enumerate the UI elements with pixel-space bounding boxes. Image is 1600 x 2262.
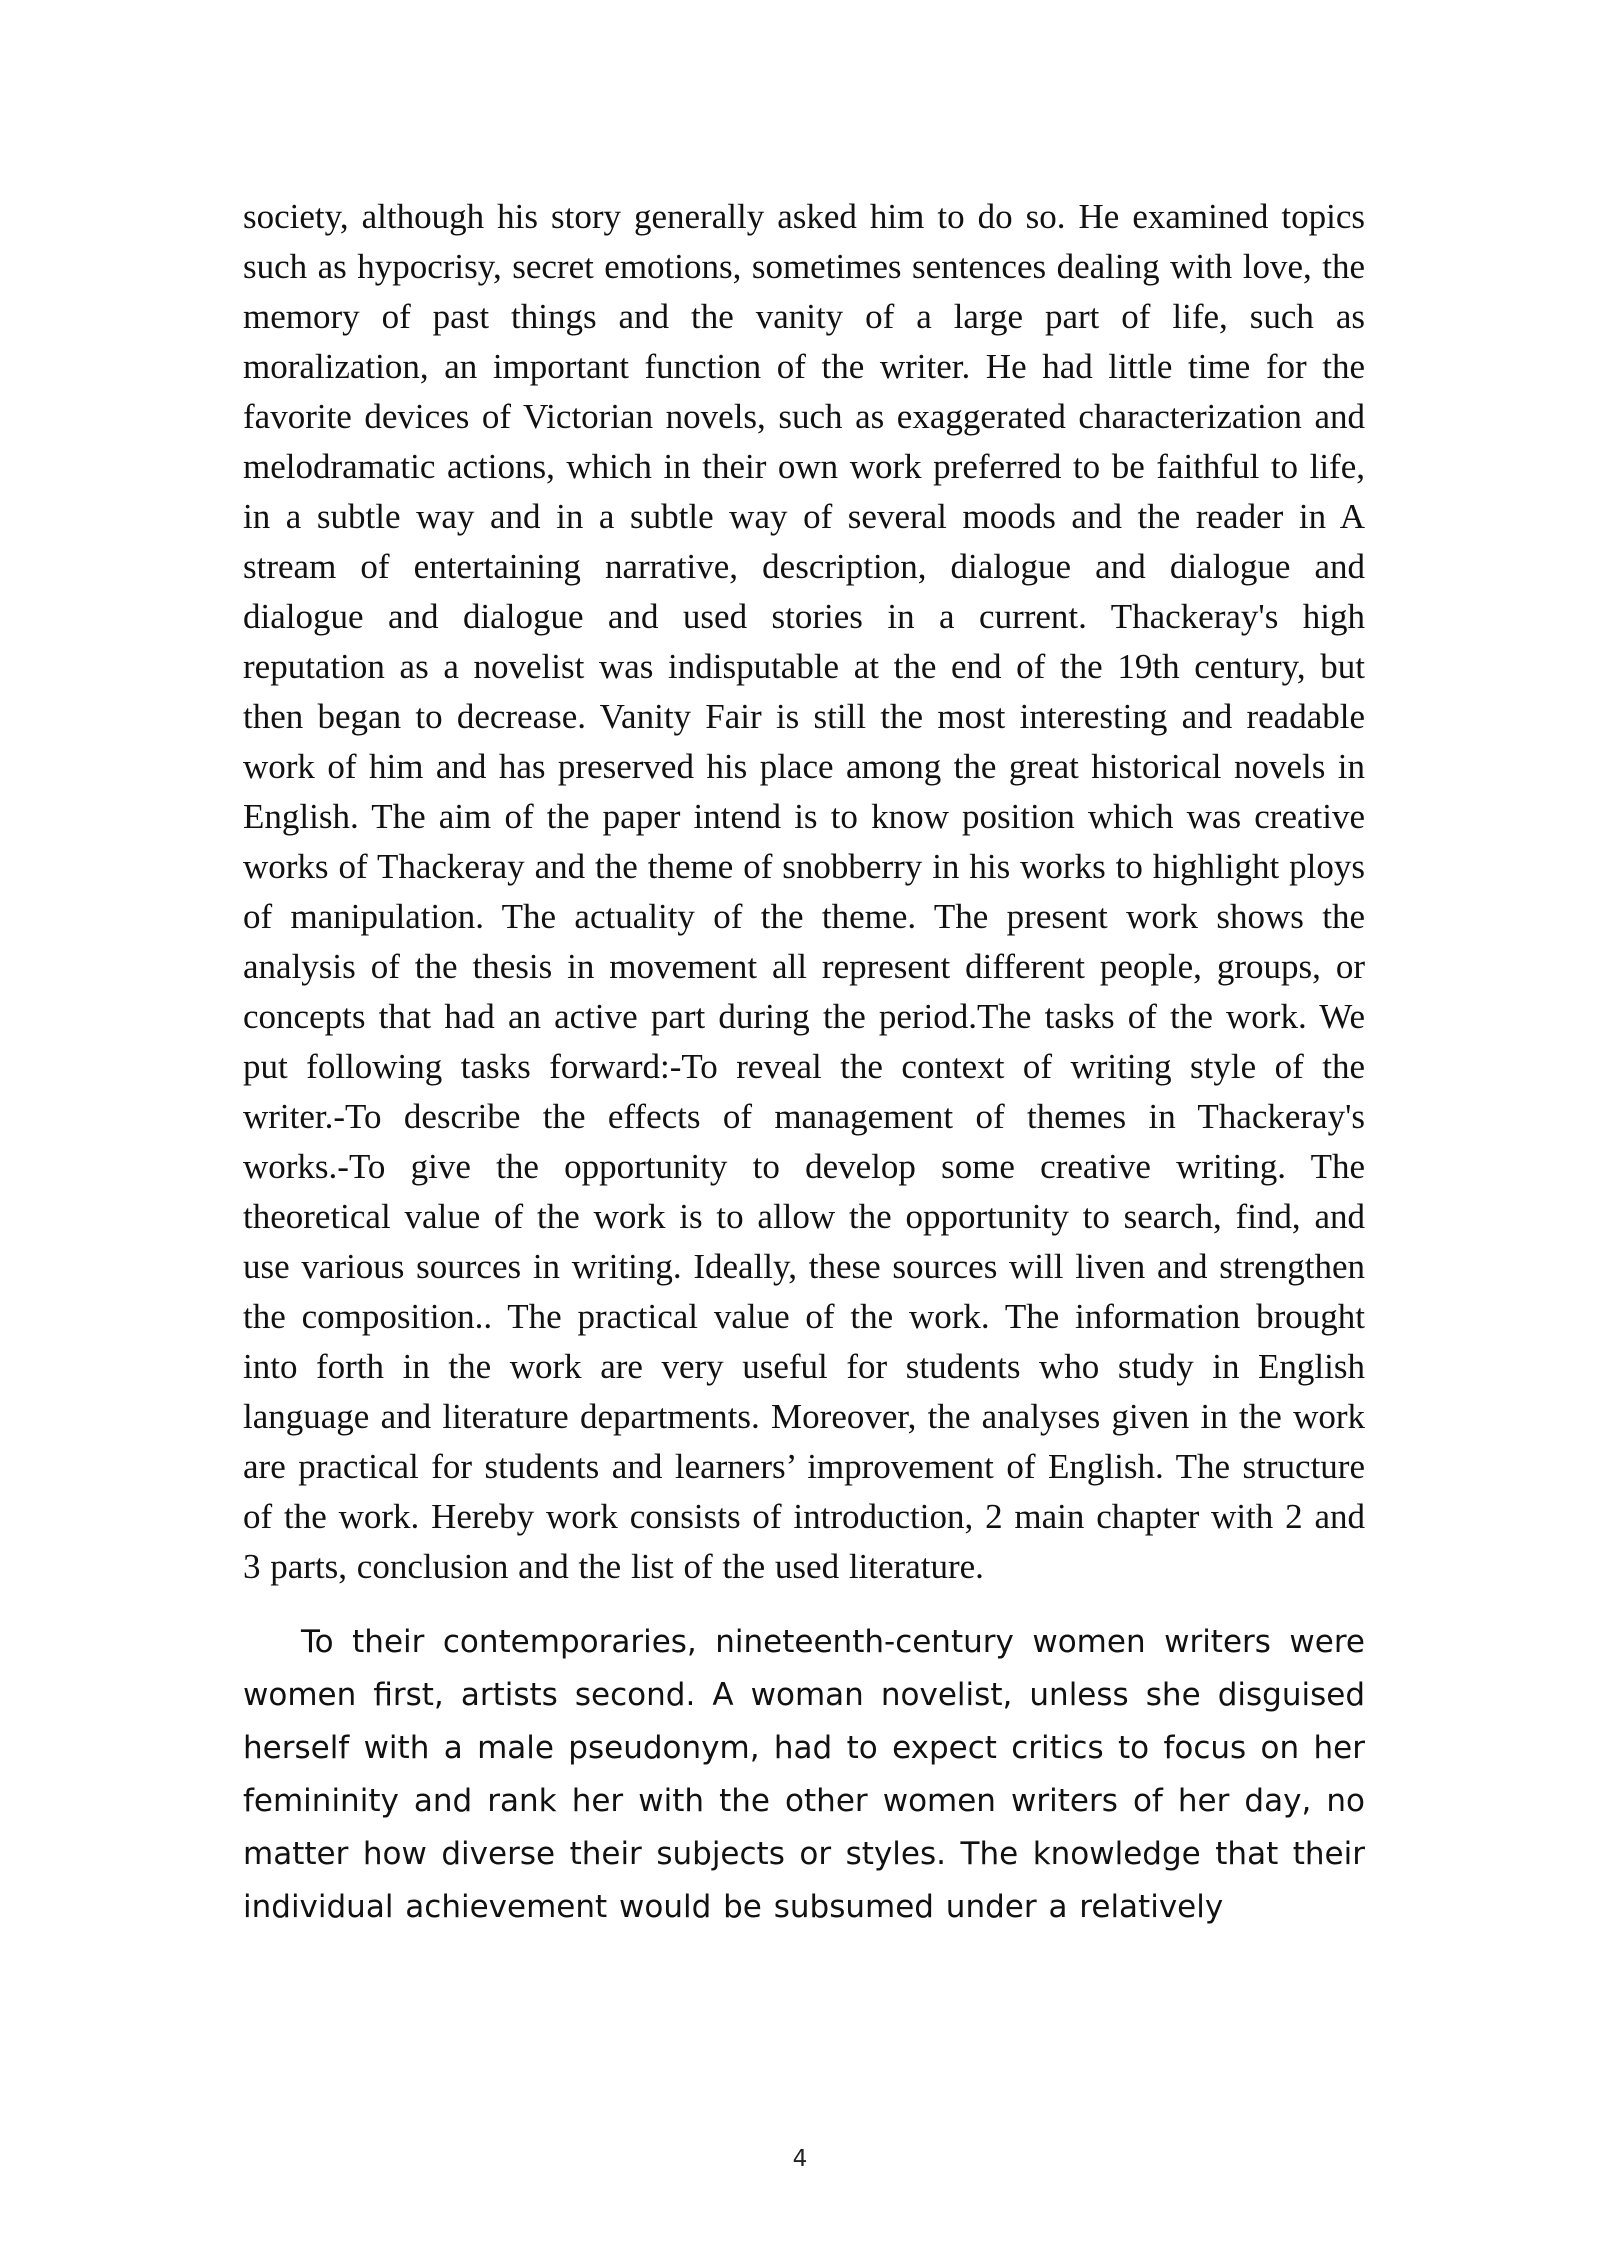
paragraph-thackeray: society, although his story generally asked him to do so. He examined topics such as hypocrisy, secret emotions, sometimes sentences dealing with love, the memory of past things and the vanity of a large part of life, such as moralization, an important function of the writer. He had little time for the favorite devices of Victorian novels, such as exaggerated characterization and melodramatic actions, which in their own work preferred to be faithful to life, in a subtle way and in a subtle way of several moods and the reader in A stream of entertaining narrative, description, dialogue and dialogue and dialogue and dialogue and used stories in a current. Thackeray's high reputation as a novelist was indisputable at the end of the 19th century, but then began to decrease. Vanity Fair is still the most interesting and readable work of him and has preserved his place among the great historical novels in English. The aim of the paper intend is to know position which was creative works of Thackeray and the theme of snobberry in his works to highlight ploys of manipulation. The actuality of the theme. The present work shows the analysis of the thesis in movement all represent different people, groups, or concepts that had an active part during the period.The tasks of the work. We put following tasks forward:-To reveal the context of writing style of the writer.-To describe the effects of management of themes in Thackeray's works.-To give the opportunity to develop some creative writing. The theoretical value of the work is to allow the opportunity to search, find, and use various sources in writing. Ideally, these sources will liven and strengthen the composition.. The practical value of the work. The information brought into forth in the work are very useful for students who study in English language and literature departments. Moreover, the analyses given in the work are practical for students and learners’ improvement of English. The structure of the work. Hereby work consists of introduction, 2 main chapter with 2 and 3 parts, conclusion and the list of the used literature.	[243, 197, 1365, 1586]
page-number: 4	[792, 2146, 808, 2172]
paragraph-women-writers: To their contemporaries, nineteenth-century women writers were women first, artists second. A woman novelist, unless she disguised herself with a male pseudonym, had to expect critics to focus on her femininity and rank her with the other women writers of her day, no matter how diverse their subjects or styles. The knowledge that their individual achievement would be subsumed under a relatively	[243, 1624, 1365, 1925]
body-text	[243, 192, 1365, 1934]
